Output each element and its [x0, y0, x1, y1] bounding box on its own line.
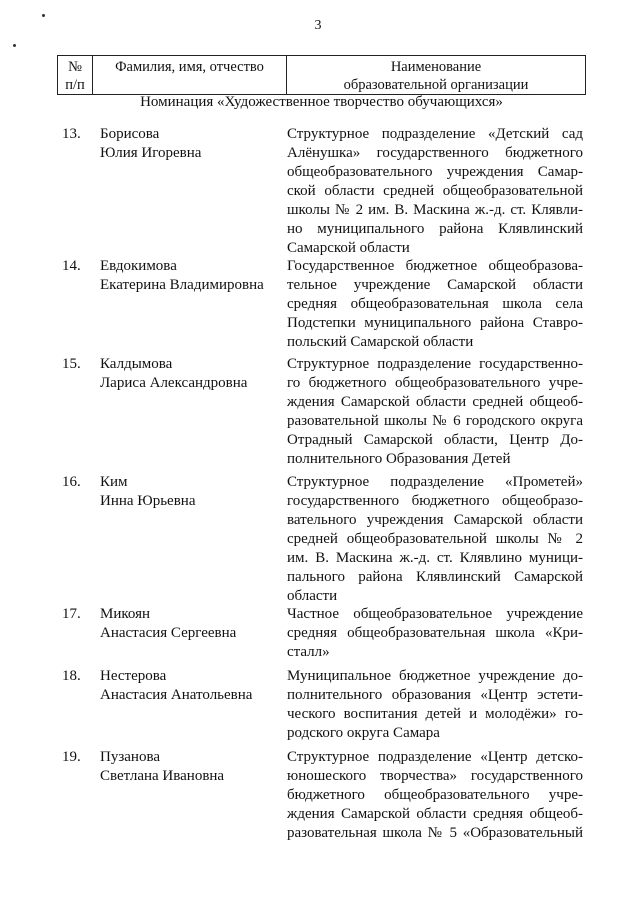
page-number: 3 [314, 18, 322, 33]
entry-person-name: Калдымова Лариса Александровна [100, 356, 248, 391]
entry-number: 17. [62, 606, 81, 622]
nomination-title: Номинация «Художественное творчество обучающихся» [140, 94, 503, 110]
entry-organization: Структурное подразделение «Центр детско- юношеского творчества» государственного бюджетного общеобразовательного учре- ждения Самарской области средняя общеоб- разовательная школа № 5 «Образовательный [287, 749, 583, 841]
entry-organization: Структурное подразделение «Прометей» государственного бюджетного общеобразо- вательного учреждения Самарской области средней общеобразовательной школы № 2 им. В. Маскина ж.-д. ст. Клявлино муници- пального района Клявлинский Самарской области [287, 474, 583, 604]
entry-number: 13. [62, 126, 81, 142]
entry-number: 19. [62, 749, 81, 765]
entry-organization: Муниципальное бюджетное учреждение до- полнительного образования «Центр эстети- ческого воспитания детей и молодёжи» го- родского округа Самара [287, 668, 583, 741]
entry-number: 15. [62, 356, 81, 372]
entry-organization: Частное общеобразовательное учреждение средняя общеобразовательная школа «Кри- сталл» [287, 606, 583, 660]
entry-organization: Структурное подразделение государственно- го бюджетного общеобразовательного учре- ждения Самарской области средней общеоб- разовательной школы № 6 городского округа Отрадный Самарской области, Центр До- полнительного Образования Детей [287, 356, 583, 467]
entry-number: 16. [62, 474, 81, 490]
entry-person-name: Микоян Анастасия Сергеевна [100, 606, 237, 641]
entry-person-name: Пузанова Светлана Ивановна [100, 749, 225, 784]
entry-person-name: Борисова Юлия Игоревна [100, 126, 202, 161]
header-col-name: Фамилия, имя, отчество [93, 56, 287, 95]
table-header [57, 55, 586, 95]
entry-person-name: Ким Инна Юрьевна [100, 474, 196, 509]
entry-person-name: Евдокимова Екатерина Владимировна [100, 258, 264, 293]
entry-organization: Структурное подразделение «Детский сад Алёнушка» государственного бюджетного общеобразовательного учреждения Самар- ской области средней общеобразовательной школы № 2 им. В. Маскина ж.-д. ст. Клявли- но муниципального района Клявлинский Самарской области [287, 126, 583, 256]
scan-speck [13, 44, 16, 47]
header-col-organization: Наименование образовательной организации [287, 56, 586, 95]
entry-organization: Государственное бюджетное общеобразова- тельное учреждение Самарской области средняя общеобразовательная школа села Подстепки муниципального района Ставро- польский Самарской области [287, 258, 583, 350]
entry-number: 14. [62, 258, 81, 274]
entry-person-name: Нестерова Анастасия Анатольевна [100, 668, 253, 703]
scan-speck [42, 14, 45, 17]
header-col-number: № п/п [58, 56, 93, 95]
entry-number: 18. [62, 668, 81, 684]
